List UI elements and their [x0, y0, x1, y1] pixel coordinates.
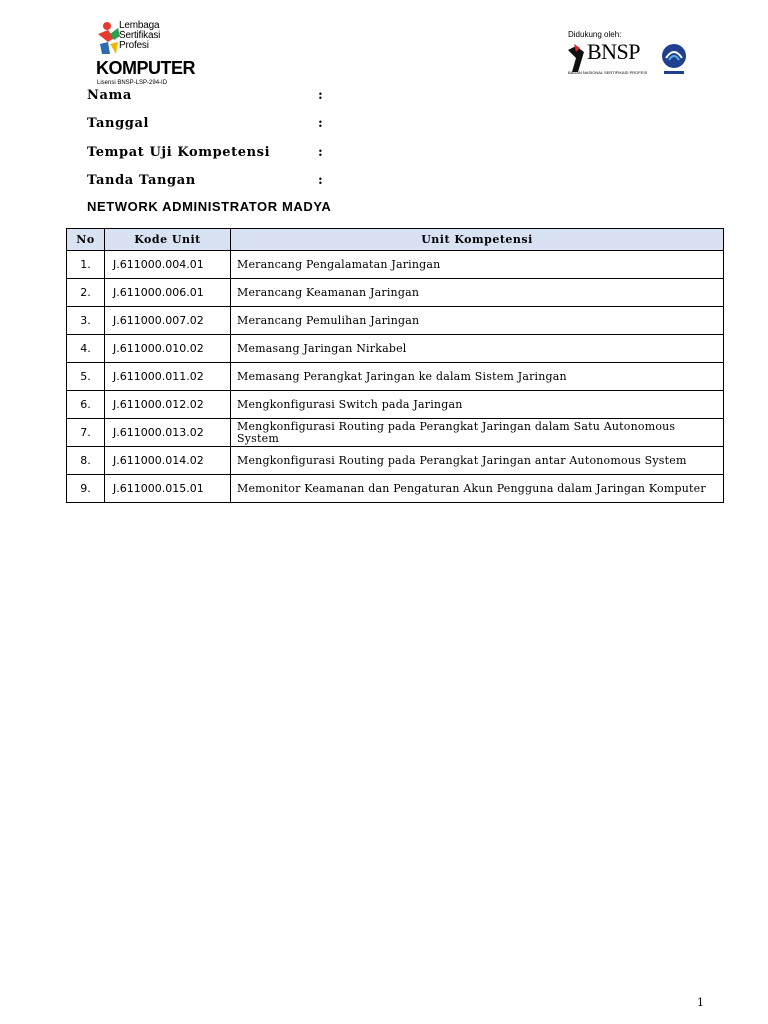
table-row	[67, 391, 724, 419]
row-kode: J.611000.010.02	[105, 335, 231, 363]
row-unit: Merancang Pemulihan Jaringan	[231, 307, 724, 335]
field-colon: :	[318, 116, 323, 131]
table-row	[67, 475, 724, 503]
row-no: 2.	[67, 279, 105, 307]
competency-table	[66, 228, 724, 503]
row-kode: J.611000.004.01	[105, 251, 231, 279]
row-kode: J.611000.007.02	[105, 307, 231, 335]
row-no: 8.	[67, 447, 105, 475]
row-no: 3.	[67, 307, 105, 335]
row-no: 6.	[67, 391, 105, 419]
row-unit: Memasang Jaringan Nirkabel	[231, 335, 724, 363]
field-colon: :	[318, 145, 323, 160]
row-unit: Merancang Pengalamatan Jaringan	[231, 251, 724, 279]
row-unit: Mengkonfigurasi Switch pada Jaringan	[231, 391, 724, 419]
bnsp-wordmark: BNSP	[587, 39, 641, 64]
row-unit: Merancang Keamanan Jaringan	[231, 279, 724, 307]
section-title: NETWORK ADMINISTRATOR MADYA	[87, 199, 332, 214]
lsp-line: Profesi	[119, 40, 149, 51]
field-colon: :	[318, 88, 323, 103]
table-row	[67, 335, 724, 363]
row-no: 4.	[67, 335, 105, 363]
table-row	[67, 419, 724, 447]
license-text: Lisensi BNSP-LSP-294-ID	[97, 80, 168, 86]
page-number: 1	[697, 996, 704, 1009]
field-tanda-tangan-label: Tanda Tangan	[87, 173, 196, 188]
bnsp-subtitle: BADAN NASIONAL SERTIFIKASI PROFESI	[568, 70, 648, 75]
row-no: 7.	[67, 419, 105, 447]
supported-by-label: Didukung oleh:	[568, 30, 622, 39]
row-unit: Mengkonfigurasi Routing pada Perangkat Jaringan antar Autonomous System	[231, 447, 724, 475]
field-tempat-label: Tempat Uji Kompetensi	[87, 145, 271, 160]
header-kode-unit: Kode Unit	[105, 229, 231, 251]
lsp-name-lines	[119, 21, 160, 51]
table-row	[67, 363, 724, 391]
row-no: 9.	[67, 475, 105, 503]
row-unit: Memasang Perangkat Jaringan ke dalam Sistem Jaringan	[231, 363, 724, 391]
lsp-line: Lembaga	[119, 20, 160, 31]
row-kode: J.611000.014.02	[105, 447, 231, 475]
row-kode: J.611000.013.02	[105, 419, 231, 447]
row-unit: Memonitor Keamanan dan Pengaturan Akun Pengguna dalam Jaringan Komputer	[231, 475, 724, 503]
row-kode: J.611000.015.01	[105, 475, 231, 503]
row-kode: J.611000.006.01	[105, 279, 231, 307]
row-unit: Mengkonfigurasi Routing pada Perangkat Jaringan dalam Satu Autonomous System	[231, 419, 724, 447]
table-row	[67, 251, 724, 279]
row-kode: J.611000.011.02	[105, 363, 231, 391]
field-colon: :	[318, 173, 323, 188]
field-tanggal-label: Tanggal	[87, 116, 150, 131]
header-no: No	[67, 229, 105, 251]
table-header-row	[67, 229, 724, 251]
lsp-komputer-title: KOMPUTER	[96, 58, 195, 78]
table-row	[67, 279, 724, 307]
field-nama-label: Nama	[87, 88, 132, 103]
row-no: 5.	[67, 363, 105, 391]
kominfo-logo-icon	[660, 42, 688, 78]
header-unit-kompetensi: Unit Kompetensi	[231, 229, 724, 251]
row-no: 1.	[67, 251, 105, 279]
table-row	[67, 307, 724, 335]
lsp-line: Sertifikasi	[119, 30, 161, 41]
row-kode: J.611000.012.02	[105, 391, 231, 419]
table-row	[67, 447, 724, 475]
